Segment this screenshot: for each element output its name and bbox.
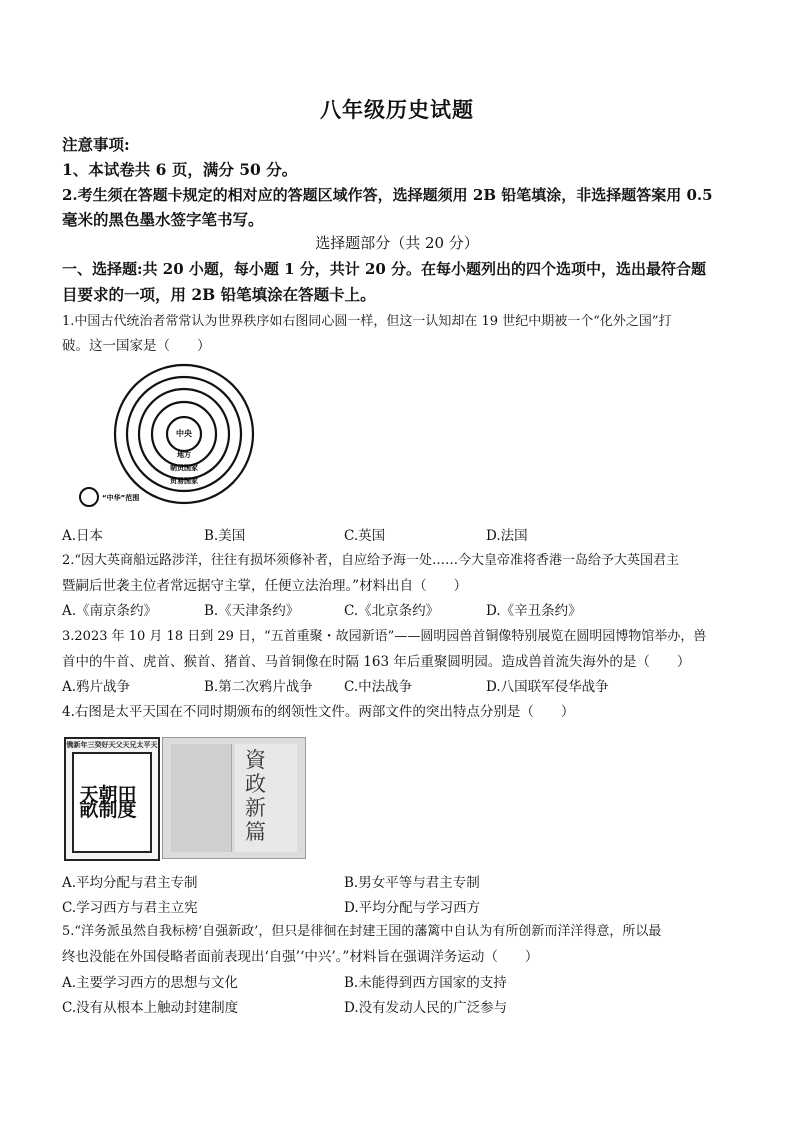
q4-option-a[interactable]: A.平均分配与君主专制 xyxy=(62,875,198,891)
figure-center-label: 中央 xyxy=(176,429,192,438)
q3-option-d[interactable]: D.八国联军侵华战争 xyxy=(486,679,609,695)
q5-stem-1: 5.“洋务派虽然自我标榜‘自强新政’，但只是徘徊在封建王国的藩篱中自认为有所创新而洋洋得意，所以最 xyxy=(62,924,662,939)
q5-option-a[interactable]: A.主要学习西方的思想与文化 xyxy=(62,975,239,991)
q5-option-b[interactable]: B.未能得到西方国家的支持 xyxy=(344,975,507,991)
doc2-title: 資政新篇 xyxy=(245,748,266,844)
q1-stem-1: 1.中国古代统治者常常认为世界秩序如右图同心圆一样，但这一认知却在 19 世纪中期被一个“化外之国”打 xyxy=(62,314,672,329)
doc1-header: 镌新年三癸好天父天兄太平天 xyxy=(66,741,158,749)
q1-stem-2: 破。这一国家是（ ） xyxy=(62,338,211,354)
q4-option-c[interactable]: C.学习西方与君主立宪 xyxy=(62,900,198,916)
q3-stem-1: 3.2023 年 10 月 18 日到 29 日，“五首重聚・故园新语”——圆明园兽首铜像特别展览在圆明园博物馆举办，兽 xyxy=(62,629,707,644)
q2-option-d[interactable]: D.《辛丑条约》 xyxy=(486,603,582,619)
q2-option-b[interactable]: B.《天津条约》 xyxy=(204,603,300,619)
notes-heading: 注意事项: xyxy=(62,135,130,154)
part1-instruction-1: 一、选择题:共 20 小题，每小题 1 分，共计 20 分。在每小题列出的四个选项中，选出最符合题 xyxy=(62,260,707,278)
figure-ring3-label: 贸易国家 xyxy=(170,477,198,485)
q3-option-a[interactable]: A.鸦片战争 xyxy=(62,679,131,695)
figure-ring1-label: 地方 xyxy=(177,451,191,459)
q3-option-c[interactable]: C.中法战争 xyxy=(344,679,413,695)
q5-option-c[interactable]: C.没有从根本上触动封建制度 xyxy=(62,1000,239,1016)
q2-option-a[interactable]: A.《南京条约》 xyxy=(62,603,158,619)
zizheng-xinpian-document xyxy=(162,737,306,859)
q2-stem-1: 2.“因大英商船远路涉洋，往往有损坏须修补者，自应给予海一处……今大皇帝准将香港一岛给予大英国君主 xyxy=(62,553,680,568)
notes-line-2-cont: 毫米的黑色墨水签字笔书写。 xyxy=(62,210,264,229)
q1-option-a[interactable]: A.日本 xyxy=(62,528,104,544)
q5-option-d[interactable]: D.没有发动人民的广泛参与 xyxy=(344,1000,508,1016)
q2-stem-2: 暨嗣后世袭主位者常远据守主掌，任便立法治理。”材料出自（ ） xyxy=(62,578,468,594)
q3-option-b[interactable]: B.第二次鸦片战争 xyxy=(204,679,313,695)
q4-option-d[interactable]: D.平均分配与学习西方 xyxy=(344,900,481,916)
figure-ring2-label: 朝贡国家 xyxy=(170,464,198,472)
section-title: 选择题部分（共 20 分） xyxy=(315,234,479,252)
q4-option-b[interactable]: B.男女平等与君主专制 xyxy=(344,875,480,891)
q1-option-b[interactable]: B.美国 xyxy=(204,528,246,544)
concentric-world-order-figure xyxy=(62,358,262,510)
q4-stem-1: 4.右图是太平天国在不同时期颁布的纲领性文件。两部文件的突出特点分别是（ ） xyxy=(62,704,575,720)
q2-option-c[interactable]: C.《北京条约》 xyxy=(344,603,440,619)
page-title: 八年级历史试题 xyxy=(320,97,474,122)
notes-line-1: 1、本试卷共 6 页，满分 50 分。 xyxy=(62,160,298,179)
q1-option-d[interactable]: D.法国 xyxy=(486,528,528,544)
q5-stem-2: 终也没能在外国侵略者面前表现出‘自强’‘中兴’。”材料旨在强调洋务运动（ ） xyxy=(62,949,539,965)
legend-circle-icon xyxy=(80,488,98,506)
part1-instruction-2: 目要求的一项，用 2B 铅笔填涂在答题卡上。 xyxy=(62,285,376,304)
doc1-title: 天朝田畝制度 xyxy=(79,783,137,821)
tianchao-tianmu-zhidu-document xyxy=(64,737,160,861)
notes-line-2: 2.考生须在答题卡规定的相对应的答题区域作答，选择题须用 2B 铅笔填涂，非选择题答案用 0.5 xyxy=(62,186,713,204)
q3-stem-2: 首中的牛首、虎首、猴首、猪首、马首铜像在时隔 163 年后重聚圆明园。造成兽首流失海外的是（ ） xyxy=(62,654,691,670)
q1-option-c[interactable]: C.英国 xyxy=(344,528,386,544)
figure-legend-label: “中华”范围 xyxy=(102,494,140,502)
